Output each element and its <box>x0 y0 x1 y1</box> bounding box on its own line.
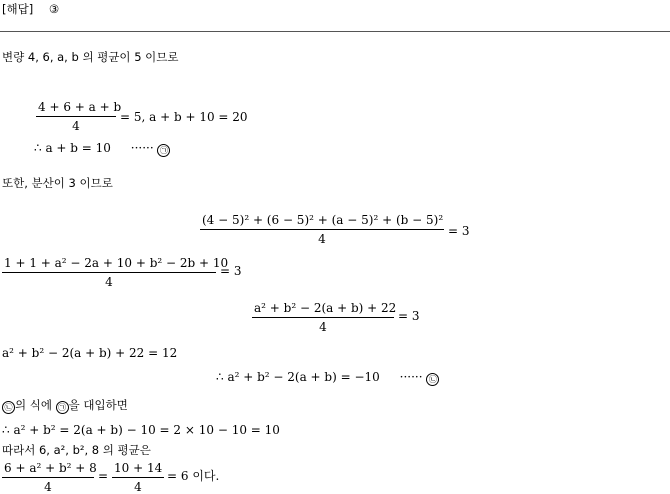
final-result: = 6 이다. <box>167 469 220 483</box>
fraction-denominator: 4 <box>72 119 80 133</box>
equals-sign: = <box>98 469 109 483</box>
fraction-numerator: 4 + 6 + a + b <box>36 100 116 117</box>
sum-fraction <box>112 461 164 494</box>
answer-header <box>2 4 59 16</box>
mark-nieun: ㉡ <box>2 401 15 414</box>
dots: ······ <box>399 370 423 384</box>
statement-new-mean: 따라서 6, a², b², 8 의 평균은 <box>2 443 151 457</box>
fraction-numerator: a² + b² − 2(a + b) + 22 <box>252 301 394 318</box>
equation-twelve: a² + b² − 2(a + b) + 22 = 12 <box>2 346 178 360</box>
divider <box>0 31 670 32</box>
fraction-denominator: 4 <box>134 480 142 494</box>
fraction-denominator: 4 <box>105 275 113 289</box>
answer-choice: ③ <box>48 2 60 16</box>
mean-equation-rest: = 5, a + b + 10 = 20 <box>120 110 248 124</box>
mark-giyeok: ㉠ <box>56 401 69 414</box>
fraction-numerator: 10 + 14 <box>112 461 164 478</box>
variance-fraction <box>200 213 444 246</box>
statement-variance: 또한, 분산이 3 이므로 <box>2 176 113 190</box>
equation-minus-ten <box>216 371 439 386</box>
fraction-denominator: 4 <box>318 232 326 246</box>
dots: ······ <box>130 141 154 155</box>
substitute-text-2: 을 대입하면 <box>68 398 128 412</box>
expanded-equation-rest: = 3 <box>220 264 242 278</box>
expanded-fraction <box>2 256 229 289</box>
mark-nieun: ㉡ <box>426 373 439 386</box>
mean-fraction <box>36 100 122 133</box>
fraction-denominator: 4 <box>44 480 52 494</box>
fraction-numerator: (4 − 5)² + (6 − 5)² + (a − 5)² + (b − 5)² <box>200 213 444 230</box>
variance-equation-rest: = 3 <box>448 224 470 238</box>
new-mean-fraction <box>2 461 97 494</box>
statement-substitute <box>2 400 128 414</box>
substitute-text-1: 의 식에 <box>15 398 56 412</box>
statement-mean: 변량 4, 6, a, b 의 평균이 5 이므로 <box>2 50 179 64</box>
equation-sum <box>34 142 170 157</box>
answer-label: [해답] <box>2 2 34 16</box>
fraction-denominator: 4 <box>319 320 327 334</box>
minus-ten-equation: ∴ a² + b² − 2(a + b) = −10 <box>216 370 380 384</box>
simplified-equation-rest: = 3 <box>398 309 420 323</box>
fraction-numerator: 1 + 1 + a² − 2a + 10 + b² − 2b + 10 <box>2 256 216 273</box>
fraction-numerator: 6 + a² + b² + 8 <box>2 461 94 478</box>
equation-squares-sum: ∴ a² + b² = 2(a + b) − 10 = 2 × 10 − 10 = 10 <box>2 423 280 437</box>
sum-equation: ∴ a + b = 10 <box>34 141 111 155</box>
mark-giyeok: ㉠ <box>157 144 170 157</box>
simplified-fraction <box>252 301 397 334</box>
